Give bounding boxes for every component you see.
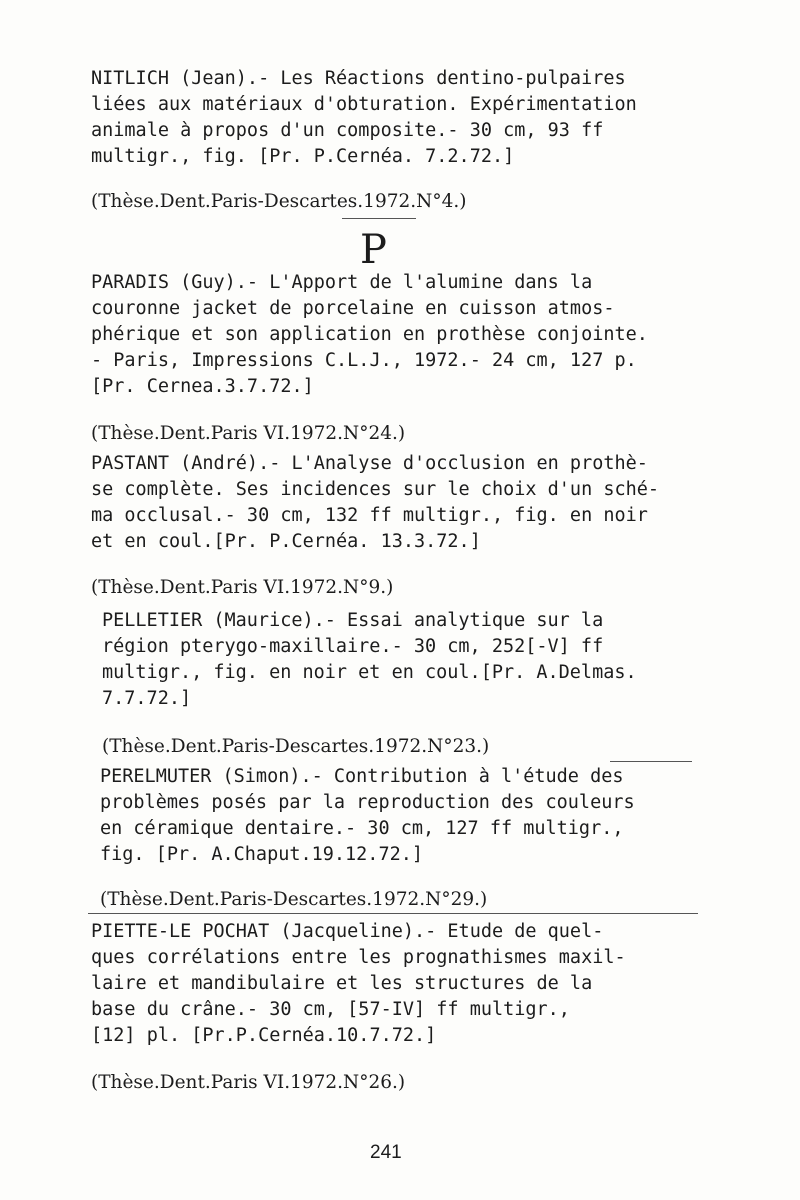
entry-line: couronne jacket de porcelaine en cuisson atmos-: [91, 298, 615, 319]
page-number: 241: [370, 1142, 402, 1163]
entry-line: et en coul.[Pr. P.Cernéa. 13.3.72.]: [91, 531, 481, 552]
separator-rule: [88, 913, 698, 914]
thesis-reference-perelmuter: (Thèse.Dent.Paris-Descartes.1972.N°29.): [100, 889, 488, 910]
thesis-reference-pastant: (Thèse.Dent.Paris VI.1972.N°9.): [91, 577, 394, 598]
entry-line: animale à propos d'un composite.- 30 cm, 93 ff: [91, 120, 604, 141]
thesis-reference-paradis: (Thèse.Dent.Paris VI.1972.N°24.): [91, 423, 406, 444]
entry-line: PASTANT (André).- L'Analyse d'occlusion en prothè-: [91, 453, 648, 474]
entry-line: multigr., fig. [Pr. P.Cernéa. 7.2.72.]: [91, 146, 515, 167]
thesis-reference-nitlich: (Thèse.Dent.Paris-Descartes.1972.N°4.): [91, 191, 467, 212]
entry-line: PERELMUTER (Simon).- Contribution à l'étude des: [100, 766, 624, 787]
entry-line: ma occlusal.- 30 cm, 132 ff multigr., fig. en noir: [91, 505, 648, 526]
bibliography-entry-nitlich: [91, 66, 721, 170]
entry-line: PIETTE-LE POCHAT (Jacqueline).- Etude de quel-: [91, 921, 604, 942]
entry-line: en céramique dentaire.- 30 cm, 127 ff multigr.,: [100, 818, 624, 839]
entry-line: multigr., fig. en noir et en coul.[Pr. A.Delmas.: [102, 662, 637, 683]
entry-line: PARADIS (Guy).- L'Apport de l'alumine dans la: [91, 272, 593, 293]
entry-line: fig. [Pr. A.Chaput.19.12.72.]: [100, 844, 424, 865]
entry-line: laire et mandibulaire et les structures de la: [91, 973, 593, 994]
bibliography-entry-perelmuter: [100, 764, 730, 868]
entry-line: - Paris, Impressions C.L.J., 1972.- 24 cm, 127 p.: [91, 350, 637, 371]
entry-line: phérique et son application en prothèse conjointe.: [91, 324, 648, 345]
entry-line: 7.7.72.]: [102, 688, 192, 709]
bibliography-entry-paradis: [91, 270, 721, 400]
bibliography-entry-piette-le-pochat: [91, 919, 721, 1049]
entry-line: problèmes posés par la reproduction des couleurs: [100, 792, 635, 813]
thesis-reference-piette-le-pochat: (Thèse.Dent.Paris VI.1972.N°26.): [91, 1072, 406, 1093]
entry-line: base du crâne.- 30 cm, [57-IV] ff multigr.,: [91, 999, 570, 1020]
entry-line: se complète. Ses incidences sur le choix d'un sché-: [91, 479, 660, 500]
entry-line: région pterygo-maxillaire.- 30 cm, 252[-V] ff: [102, 636, 604, 657]
entry-line: liées aux matériaux d'obturation. Expérimentation: [91, 94, 637, 115]
bibliography-entry-pastant: [91, 451, 721, 555]
entry-line: PELLETIER (Maurice).- Essai analytique sur la: [102, 610, 604, 631]
entry-line: NITLICH (Jean).- Les Réactions dentino-pulpaires: [91, 68, 626, 89]
separator-rule: [342, 218, 416, 219]
entry-line: [12] pl. [Pr.P.Cernéa.10.7.72.]: [91, 1025, 437, 1046]
section-letter: P: [360, 227, 387, 273]
entry-line: ques corrélations entre les prognathismes maxil-: [91, 947, 626, 968]
bibliography-entry-pelletier: [102, 608, 732, 712]
entry-line: [Pr. Cernea.3.7.72.]: [91, 376, 314, 397]
separator-rule: [610, 761, 692, 762]
thesis-reference-pelletier: (Thèse.Dent.Paris-Descartes.1972.N°23.): [102, 736, 490, 757]
